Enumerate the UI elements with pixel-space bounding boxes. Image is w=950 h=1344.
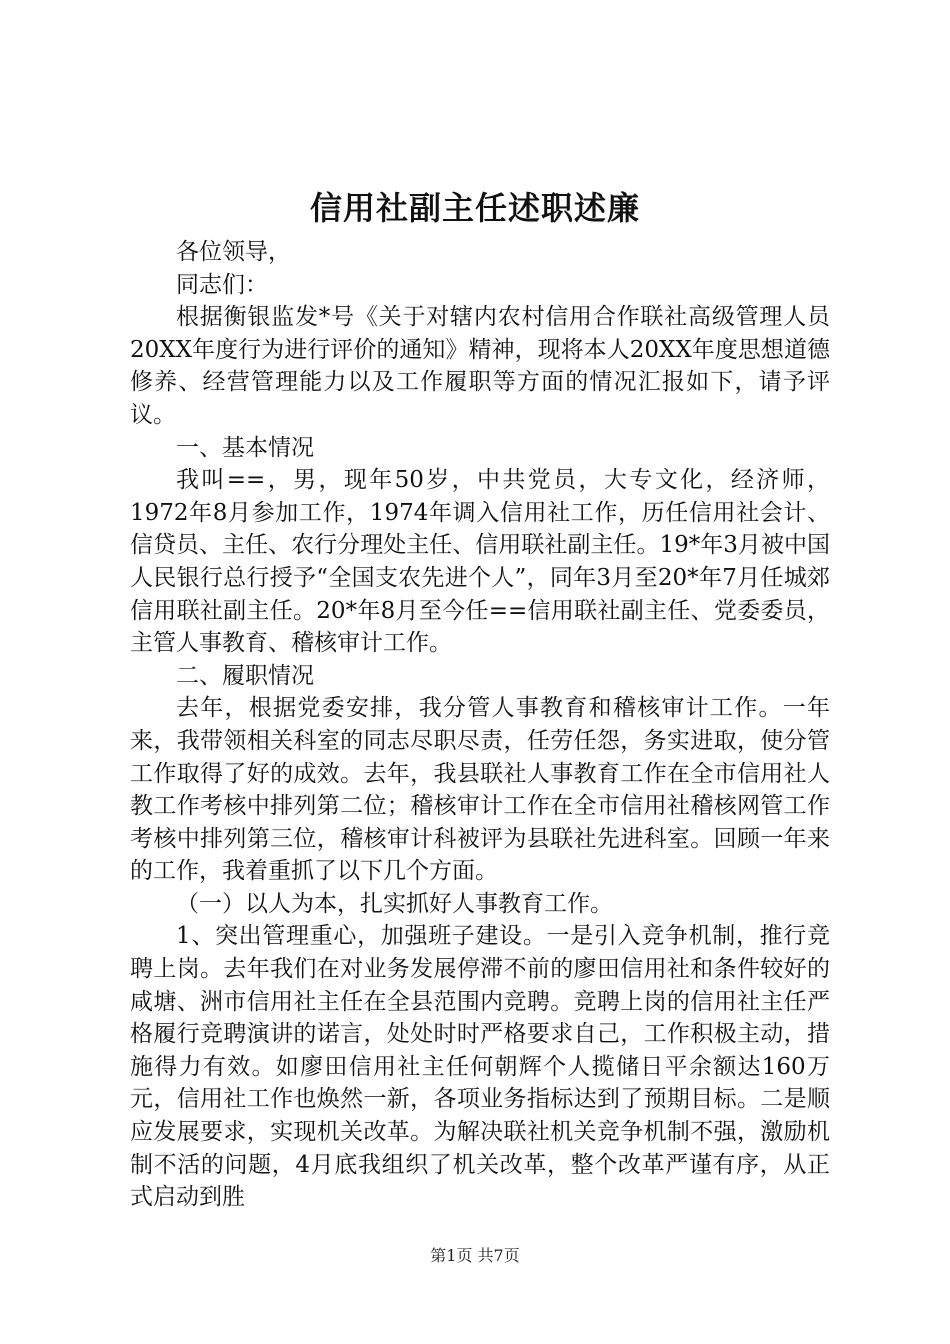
intro-paragraph: 根据衡银监发*号《关于对辖内农村信用合作联社高级管理人员20XX年度行为进行评价的通知》精神，现将本人20XX年度思想道德修养、经营管理能力以及工作履职等方面的情况汇报如下，请予评议。 bbox=[130, 304, 830, 428]
document-title: 信用社副主任述职述廉 bbox=[309, 189, 640, 227]
page-number-footer: 第1页 共7页 bbox=[430, 1246, 520, 1265]
section-heading-duties: 二、履职情况 bbox=[176, 662, 314, 689]
document-body bbox=[130, 236, 830, 1214]
duties-paragraph: 去年，根据党委安排，我分管人事教育和稽核审计工作。一年来，我带领相关科室的同志尽职尽责，任劳任怨，务实进取，使分管工作取得了好的成效。去年，我县联社人事教育工作在全市信用社人教工作考核中排列第二位；稽核审计工作在全市信用社稽核网管工作考核中排列第三位，稽核审计科被评为县联社先进科室。回顾一年来的工作，我着重抓了以下几个方面。 bbox=[130, 695, 830, 885]
basic-info-paragraph: 我叫==，男，现年50岁，中共党员，大专文化，经济师，1972年8月参加工作，1974年调入信用社工作，历任信用社会计、信贷员、主任、农行分理处主任、信用联社副主任。19*年3月被中国人民银行总行授予“全国支农先进个人”，同年3月至20*年7月任城郊信用联社副主任。20*年8月至今任==信用联社副主任、党委委员，主管人事教育、稽核审计工作。 bbox=[130, 467, 830, 657]
salutation-leaders: 各位领导， bbox=[176, 239, 291, 265]
salutation-comrades: 同志们： bbox=[176, 271, 268, 298]
subsection-heading-personnel: （一）以人为本，扎实抓好人事教育工作。 bbox=[176, 890, 613, 917]
section-heading-basic: 一、基本情况 bbox=[176, 434, 314, 461]
management-paragraph: 1、突出管理重心，加强班子建设。一是引入竞争机制，推行竞聘上岗。去年我们在对业务发展停滞不前的廖田信用社和条件较好的咸塘、洲市信用社主任在全县范围内竞聘。竞聘上岗的信用社主任严格履行竞聘演讲的诺言，处处时时严格要求自己，工作积极主动，措施得力有效。如廖田信用社主任何朝辉个人揽储日平余额达160万元，信用社工作也焕然一新，各项业务指标达到了预期目标。二是顺应发展要求，实现机关改革。为解决联社机关竞争机制不强，激励机制不活的问题，4月底我组织了机关改革，整个改革严谨有序，从正式启动到胜 bbox=[130, 923, 830, 1211]
